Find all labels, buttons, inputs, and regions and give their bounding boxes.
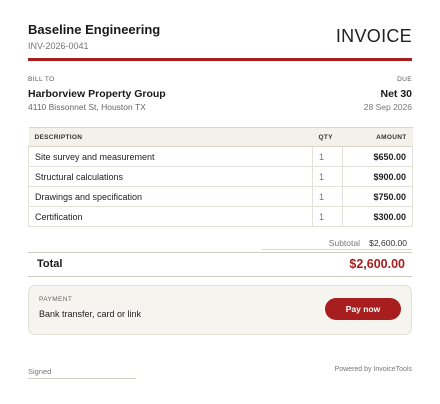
subtotal-label: Subtotal — [328, 238, 360, 248]
column-header-description: DESCRIPTION — [29, 128, 313, 147]
table-row — [29, 147, 413, 167]
document-title: INVOICE — [335, 26, 412, 46]
table-row — [29, 167, 413, 187]
signed-label: Signed — [28, 367, 52, 376]
pay-now-button[interactable]: Pay now — [325, 298, 401, 320]
bill-to-label: BILL TO — [28, 76, 55, 83]
total-top-divider — [28, 252, 412, 253]
item-description: Structural calculations — [29, 167, 313, 187]
total-label: Total — [37, 258, 63, 270]
signature-line — [28, 378, 136, 379]
item-qty: 1 — [313, 147, 343, 167]
header-divider — [28, 58, 412, 61]
total-bottom-divider — [28, 276, 412, 277]
item-description: Site survey and measurement — [29, 147, 313, 167]
due-date: 28 Sep 2026 — [363, 102, 412, 112]
invoice-number: INV-2026-0041 — [28, 41, 89, 51]
item-qty: 1 — [313, 167, 343, 187]
due-terms: Net 30 — [380, 88, 412, 100]
line-items-table — [28, 127, 413, 227]
column-header-qty: QTY — [313, 128, 343, 147]
client-name: Harborview Property Group — [28, 88, 166, 100]
item-amount: $300.00 — [343, 207, 413, 227]
item-qty: 1 — [313, 207, 343, 227]
table-row — [29, 187, 413, 207]
subtotal-divider — [262, 249, 412, 250]
item-qty: 1 — [313, 187, 343, 207]
item-amount: $750.00 — [343, 187, 413, 207]
payment-methods: Bank transfer, card or link — [39, 309, 142, 319]
payment-panel — [28, 285, 412, 335]
table-row — [29, 207, 413, 227]
due-label: DUE — [397, 76, 412, 83]
item-amount: $900.00 — [343, 167, 413, 187]
item-amount: $650.00 — [343, 147, 413, 167]
payment-label: PAYMENT — [39, 296, 73, 303]
company-name: Baseline Engineering — [28, 22, 161, 37]
powered-by: Powered by InvoiceTools — [334, 366, 412, 373]
item-description: Drawings and specification — [29, 187, 313, 207]
column-header-amount: AMOUNT — [343, 128, 413, 147]
client-address: 4110 Bissonnet St, Houston TX — [28, 102, 146, 112]
item-description: Certification — [29, 207, 313, 227]
table-header-row — [29, 128, 413, 147]
subtotal-value: $2,600.00 — [369, 238, 407, 248]
total-value: $2,600.00 — [349, 257, 405, 271]
